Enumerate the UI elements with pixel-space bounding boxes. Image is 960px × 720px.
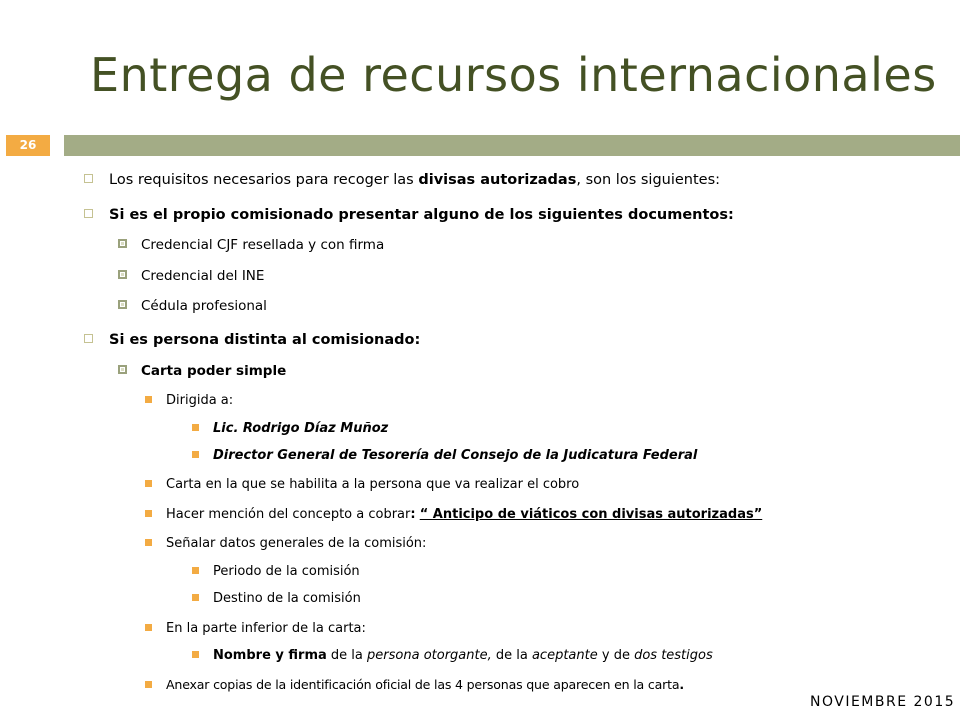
- filled-square-bullet-icon: [192, 594, 199, 601]
- hollow-square-bullet-icon: [84, 334, 93, 343]
- item-concept-quote: “ Anticipo de viáticos con divisas autorizadas”: [419, 507, 763, 522]
- square-bullet-icon: [118, 270, 127, 279]
- slide-number-badge: 26: [6, 135, 50, 156]
- sub-bullet-credencial-cjf: [118, 236, 384, 254]
- bullet-text-bold: divisas autorizadas: [418, 172, 577, 188]
- filled-square-bullet-icon: [145, 510, 152, 517]
- item-dirigida: [145, 392, 233, 410]
- item-anexar-copias: [145, 676, 684, 694]
- item-destino: [192, 590, 361, 608]
- bullet-text: , son los siguientes:: [576, 172, 721, 188]
- filled-square-bullet-icon: [145, 624, 152, 631]
- sub-bullet-text: Credencial del INE: [141, 268, 265, 284]
- item-carta-habilita: [145, 476, 579, 494]
- item-text-colon: :: [410, 507, 416, 522]
- slide-title: Entrega de recursos internacionales: [90, 48, 937, 102]
- filled-square-bullet-icon: [145, 539, 152, 546]
- filled-square-bullet-icon: [145, 681, 152, 688]
- square-bullet-icon: [118, 300, 127, 309]
- sub-bullet-text: Credencial CJF resellada y con firma: [141, 237, 385, 253]
- sub-bullet-cedula: [118, 297, 267, 315]
- item-nombre-firma: [192, 647, 713, 665]
- bullet-text: Si es persona distinta al comisionado:: [109, 332, 421, 348]
- square-bullet-icon: [118, 365, 127, 374]
- item-text: Señalar datos generales de la comisión:: [166, 536, 427, 551]
- item-recipient-name: [192, 420, 388, 438]
- filled-square-bullet-icon: [192, 567, 199, 574]
- item-text: de la: [491, 648, 532, 663]
- item-parte-inferior: [145, 620, 366, 638]
- item-text: Anexar copias de la identificación oficial de las 4 personas que aparecen en la carta: [166, 677, 680, 692]
- bullet-other-person: [84, 331, 420, 349]
- sub-bullet-credencial-ine: [118, 267, 264, 285]
- item-text-italic: persona otorgante,: [367, 648, 492, 663]
- filled-square-bullet-icon: [192, 651, 199, 658]
- item-text-bold: Nombre y firma: [213, 648, 327, 663]
- bullet-text: Si es el propio comisionado presentar alguno de los siguientes documentos:: [109, 207, 734, 223]
- item-periodo: [192, 563, 360, 581]
- sub-bullet-carta-poder: [118, 362, 286, 380]
- hollow-square-bullet-icon: [84, 174, 93, 183]
- sub-bullet-text: Cédula profesional: [141, 298, 267, 314]
- filled-square-bullet-icon: [145, 480, 152, 487]
- bullet-requirements: [84, 171, 720, 189]
- item-text-period: .: [679, 677, 684, 692]
- item-recipient-title: [192, 447, 697, 465]
- bullet-text: Los requisitos necesarios para recoger las: [109, 172, 419, 188]
- item-text: Destino de la comisión: [213, 591, 361, 606]
- filled-square-bullet-icon: [192, 451, 199, 458]
- item-text: Hacer mención del concepto a cobrar: [166, 507, 411, 522]
- item-text: En la parte inferior de la carta:: [166, 621, 366, 636]
- item-text: de la: [326, 648, 368, 663]
- filled-square-bullet-icon: [145, 396, 152, 403]
- item-text: Dirigida a:: [166, 393, 234, 408]
- bullet-own-commissioner: [84, 206, 734, 224]
- sub-bullet-text: Carta poder simple: [141, 363, 287, 379]
- filled-square-bullet-icon: [192, 424, 199, 431]
- item-text: y de: [597, 648, 635, 663]
- item-text: Lic. Rodrigo Díaz Muñoz: [213, 421, 389, 436]
- square-bullet-icon: [118, 239, 127, 248]
- item-text: Periodo de la comisión: [213, 564, 360, 579]
- item-datos-generales: [145, 535, 426, 553]
- item-text: Director General de Tesorería del Consejo de la Judicatura Federal: [213, 448, 698, 463]
- footer-date: NOVIEMBRE 2015: [810, 694, 956, 710]
- hollow-square-bullet-icon: [84, 209, 93, 218]
- item-text: Carta en la que se habilita a la persona que va realizar el cobro: [166, 477, 580, 492]
- item-concepto: [145, 506, 762, 524]
- item-text-italic: dos testigos: [634, 648, 713, 663]
- item-text-italic: aceptante: [531, 648, 598, 663]
